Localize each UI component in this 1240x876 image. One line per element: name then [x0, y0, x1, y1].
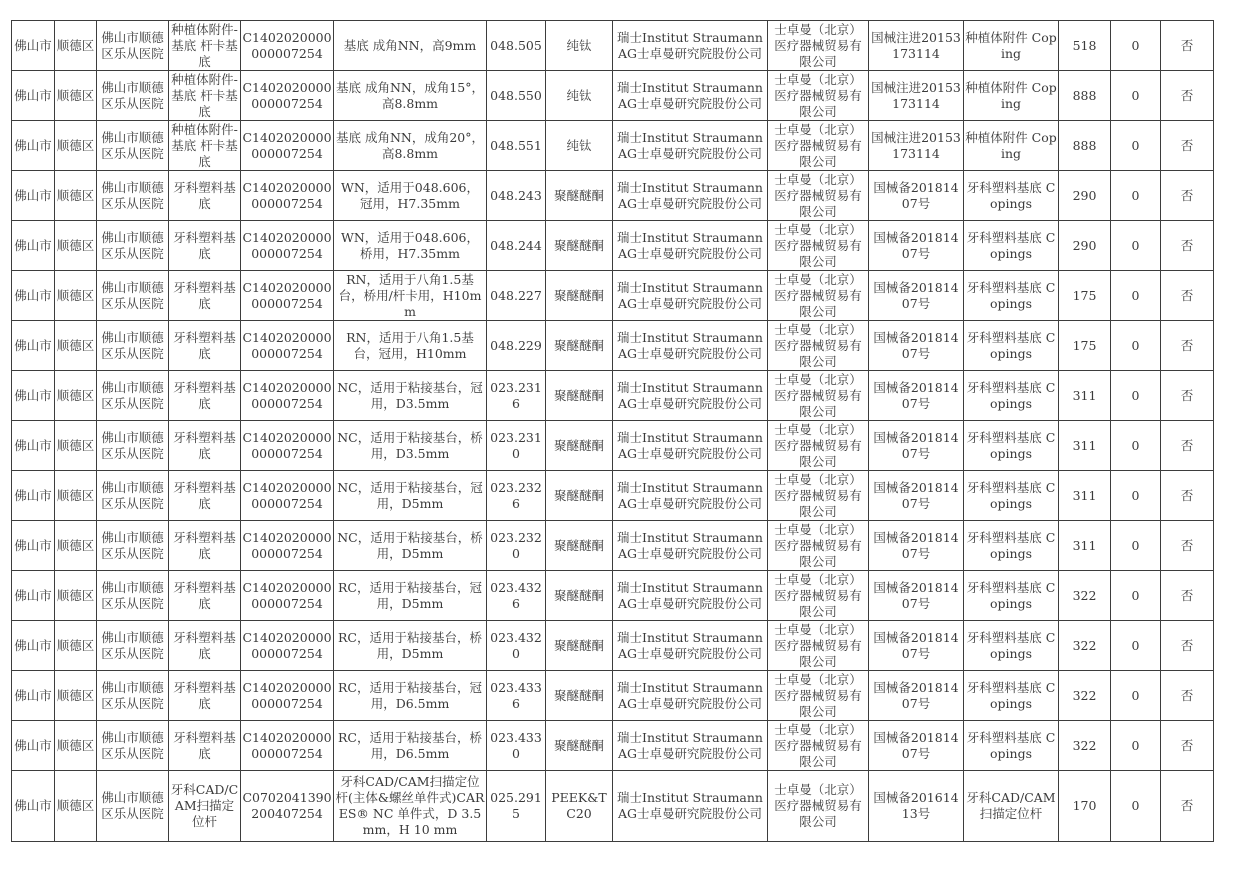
price-cell: 888 — [1059, 71, 1111, 121]
price-cell: 311 — [1059, 471, 1111, 521]
price-cell: 170 — [1059, 771, 1111, 842]
registration-cell: 国械注进20153173114 — [869, 121, 964, 171]
product-name-cell: 种植体附件 Coping — [964, 21, 1059, 71]
city-cell: 佛山市 — [12, 721, 55, 771]
hospital-cell: 佛山市顺德区乐从医院 — [97, 71, 169, 121]
flag-cell: 否 — [1161, 521, 1214, 571]
district-cell: 顺德区 — [55, 771, 97, 842]
spec-cell: NC，适用于粘接基台，冠用，D5mm — [334, 471, 487, 521]
model-cell: 023.4326 — [487, 571, 546, 621]
supplier-cell: 士卓曼（北京）医疗器械贸易有限公司 — [768, 221, 869, 271]
product-name-cell: 种植体附件 Coping — [964, 121, 1059, 171]
code-cell: C1402020000000007254 — [241, 671, 334, 721]
manufacturer-cell: 瑞士Institut Straumann AG士卓曼研究院股份公司 — [613, 421, 768, 471]
hospital-cell: 佛山市顺德区乐从医院 — [97, 371, 169, 421]
price-cell: 311 — [1059, 521, 1111, 571]
category-cell: 牙科塑料基底 — [169, 571, 241, 621]
spec-cell: 牙科CAD/CAM扫描定位杆(主体&螺丝单件式)CARES® NC 单件式，D 3.5 mm，H 10 mm — [334, 771, 487, 842]
category-cell: 种植体附件-基底 杆卡基底 — [169, 121, 241, 171]
code-cell: C1402020000000007254 — [241, 721, 334, 771]
hospital-cell: 佛山市顺德区乐从医院 — [97, 721, 169, 771]
code-cell: C1402020000000007254 — [241, 371, 334, 421]
hospital-cell: 佛山市顺德区乐从医院 — [97, 421, 169, 471]
code-cell: C1402020000000007254 — [241, 271, 334, 321]
category-cell: 牙科塑料基底 — [169, 471, 241, 521]
city-cell: 佛山市 — [12, 121, 55, 171]
supplier-cell: 士卓曼（北京）医疗器械贸易有限公司 — [768, 471, 869, 521]
product-name-cell: 牙科塑料基底 Copings — [964, 221, 1059, 271]
table-row — [12, 771, 1214, 842]
registration-cell: 国械备20181407号 — [869, 421, 964, 471]
extra-cell: 0 — [1111, 721, 1161, 771]
city-cell: 佛山市 — [12, 471, 55, 521]
flag-cell: 否 — [1161, 721, 1214, 771]
category-cell: 种植体附件-基底 杆卡基底 — [169, 21, 241, 71]
model-cell: 023.2310 — [487, 421, 546, 471]
flag-cell: 否 — [1161, 271, 1214, 321]
flag-cell: 否 — [1161, 621, 1214, 671]
code-cell: C1402020000000007254 — [241, 471, 334, 521]
model-cell: 048.505 — [487, 21, 546, 71]
model-cell: 023.2320 — [487, 521, 546, 571]
manufacturer-cell: 瑞士Institut Straumann AG士卓曼研究院股份公司 — [613, 321, 768, 371]
material-cell: 纯钛 — [546, 21, 613, 71]
price-cell: 175 — [1059, 321, 1111, 371]
hospital-cell: 佛山市顺德区乐从医院 — [97, 571, 169, 621]
category-cell: 牙科塑料基底 — [169, 421, 241, 471]
registration-cell: 国械备20181407号 — [869, 471, 964, 521]
hospital-cell: 佛山市顺德区乐从医院 — [97, 321, 169, 371]
registration-cell: 国械备20181407号 — [869, 721, 964, 771]
table-row — [12, 271, 1214, 321]
flag-cell: 否 — [1161, 371, 1214, 421]
flag-cell: 否 — [1161, 221, 1214, 271]
registration-cell: 国械备20181407号 — [869, 621, 964, 671]
model-cell: 023.2326 — [487, 471, 546, 521]
manufacturer-cell: 瑞士Institut Straumann AG士卓曼研究院股份公司 — [613, 71, 768, 121]
price-cell: 290 — [1059, 171, 1111, 221]
extra-cell: 0 — [1111, 171, 1161, 221]
district-cell: 顺德区 — [55, 71, 97, 121]
extra-cell: 0 — [1111, 421, 1161, 471]
material-cell: 聚醚醚酮 — [546, 321, 613, 371]
table-row — [12, 521, 1214, 571]
district-cell: 顺德区 — [55, 421, 97, 471]
material-cell: 聚醚醚酮 — [546, 221, 613, 271]
model-cell: 023.4336 — [487, 671, 546, 721]
hospital-cell: 佛山市顺德区乐从医院 — [97, 171, 169, 221]
manufacturer-cell: 瑞士Institut Straumann AG士卓曼研究院股份公司 — [613, 171, 768, 221]
spec-cell: 基底 成角NN，成角20°，高8.8mm — [334, 121, 487, 171]
category-cell: 牙科塑料基底 — [169, 321, 241, 371]
model-cell: 048.550 — [487, 71, 546, 121]
spec-cell: WN，适用于048.606，冠用，H7.35mm — [334, 171, 487, 221]
registration-cell: 国械备20181407号 — [869, 571, 964, 621]
spec-cell: NC，适用于粘接基台，桥用，D5mm — [334, 521, 487, 571]
price-cell: 290 — [1059, 221, 1111, 271]
table-row — [12, 371, 1214, 421]
extra-cell: 0 — [1111, 221, 1161, 271]
flag-cell: 否 — [1161, 21, 1214, 71]
spec-cell: RN，适用于八角1.5基台，桥用/杆卡用，H10mm — [334, 271, 487, 321]
price-cell: 322 — [1059, 571, 1111, 621]
city-cell: 佛山市 — [12, 371, 55, 421]
district-cell: 顺德区 — [55, 721, 97, 771]
category-cell: 牙科塑料基底 — [169, 671, 241, 721]
manufacturer-cell: 瑞士Institut Straumann AG士卓曼研究院股份公司 — [613, 371, 768, 421]
model-cell: 023.4330 — [487, 721, 546, 771]
city-cell: 佛山市 — [12, 171, 55, 221]
spec-cell: RC，适用于粘接基台，冠用，D6.5mm — [334, 671, 487, 721]
manufacturer-cell: 瑞士Institut Straumann AG士卓曼研究院股份公司 — [613, 21, 768, 71]
hospital-cell: 佛山市顺德区乐从医院 — [97, 521, 169, 571]
manufacturer-cell: 瑞士Institut Straumann AG士卓曼研究院股份公司 — [613, 121, 768, 171]
city-cell: 佛山市 — [12, 21, 55, 71]
manufacturer-cell: 瑞士Institut Straumann AG士卓曼研究院股份公司 — [613, 471, 768, 521]
code-cell: C1402020000000007254 — [241, 321, 334, 371]
city-cell: 佛山市 — [12, 321, 55, 371]
product-name-cell: 牙科塑料基底 Copings — [964, 321, 1059, 371]
extra-cell: 0 — [1111, 271, 1161, 321]
price-cell: 322 — [1059, 621, 1111, 671]
city-cell: 佛山市 — [12, 271, 55, 321]
table-row — [12, 71, 1214, 121]
registration-cell: 国械备20181407号 — [869, 221, 964, 271]
city-cell: 佛山市 — [12, 221, 55, 271]
category-cell: 牙科塑料基底 — [169, 371, 241, 421]
city-cell: 佛山市 — [12, 421, 55, 471]
hospital-cell: 佛山市顺德区乐从医院 — [97, 121, 169, 171]
supplier-cell: 士卓曼（北京）医疗器械贸易有限公司 — [768, 171, 869, 221]
hospital-cell: 佛山市顺德区乐从医院 — [97, 771, 169, 842]
registration-cell: 国械备20181407号 — [869, 171, 964, 221]
category-cell: 牙科塑料基底 — [169, 221, 241, 271]
category-cell: 牙科塑料基底 — [169, 271, 241, 321]
code-cell: C1402020000000007254 — [241, 21, 334, 71]
supplier-cell: 士卓曼（北京）医疗器械贸易有限公司 — [768, 721, 869, 771]
code-cell: C1402020000000007254 — [241, 121, 334, 171]
registration-cell: 国械注进20153173114 — [869, 71, 964, 121]
product-name-cell: 牙科塑料基底 Copings — [964, 471, 1059, 521]
hospital-cell: 佛山市顺德区乐从医院 — [97, 221, 169, 271]
model-cell: 048.227 — [487, 271, 546, 321]
product-name-cell: 牙科CAD/CAM扫描定位杆 — [964, 771, 1059, 842]
flag-cell: 否 — [1161, 321, 1214, 371]
city-cell: 佛山市 — [12, 671, 55, 721]
price-cell: 175 — [1059, 271, 1111, 321]
manufacturer-cell: 瑞士Institut Straumann AG士卓曼研究院股份公司 — [613, 671, 768, 721]
model-cell: 023.4320 — [487, 621, 546, 671]
material-cell: 聚醚醚酮 — [546, 721, 613, 771]
district-cell: 顺德区 — [55, 521, 97, 571]
product-name-cell: 牙科塑料基底 Copings — [964, 371, 1059, 421]
table-row — [12, 571, 1214, 621]
extra-cell: 0 — [1111, 21, 1161, 71]
district-cell: 顺德区 — [55, 471, 97, 521]
supplier-cell: 士卓曼（北京）医疗器械贸易有限公司 — [768, 321, 869, 371]
material-cell: 聚醚醚酮 — [546, 621, 613, 671]
code-cell: C1402020000000007254 — [241, 221, 334, 271]
registration-cell: 国械备20181407号 — [869, 371, 964, 421]
supplier-cell: 士卓曼（北京）医疗器械贸易有限公司 — [768, 521, 869, 571]
flag-cell: 否 — [1161, 421, 1214, 471]
price-cell: 311 — [1059, 371, 1111, 421]
flag-cell: 否 — [1161, 571, 1214, 621]
manufacturer-cell: 瑞士Institut Straumann AG士卓曼研究院股份公司 — [613, 771, 768, 842]
district-cell: 顺德区 — [55, 571, 97, 621]
product-name-cell: 牙科塑料基底 Copings — [964, 671, 1059, 721]
price-cell: 322 — [1059, 721, 1111, 771]
district-cell: 顺德区 — [55, 671, 97, 721]
spec-cell: NC，适用于粘接基台，冠用，D3.5mm — [334, 371, 487, 421]
code-cell: C1402020000000007254 — [241, 171, 334, 221]
spec-cell: RC，适用于粘接基台，冠用，D5mm — [334, 571, 487, 621]
manufacturer-cell: 瑞士Institut Straumann AG士卓曼研究院股份公司 — [613, 721, 768, 771]
manufacturer-cell: 瑞士Institut Straumann AG士卓曼研究院股份公司 — [613, 621, 768, 671]
product-name-cell: 牙科塑料基底 Copings — [964, 571, 1059, 621]
table-row — [12, 321, 1214, 371]
table-row — [12, 621, 1214, 671]
supplier-cell: 士卓曼（北京）医疗器械贸易有限公司 — [768, 271, 869, 321]
hospital-cell: 佛山市顺德区乐从医院 — [97, 471, 169, 521]
hospital-cell: 佛山市顺德区乐从医院 — [97, 621, 169, 671]
material-cell: 聚醚醚酮 — [546, 521, 613, 571]
material-cell: 聚醚醚酮 — [546, 171, 613, 221]
model-cell: 025.2915 — [487, 771, 546, 842]
model-cell: 048.229 — [487, 321, 546, 371]
spec-cell: WN，适用于048.606，桥用，H7.35mm — [334, 221, 487, 271]
district-cell: 顺德区 — [55, 121, 97, 171]
supplier-cell: 士卓曼（北京）医疗器械贸易有限公司 — [768, 571, 869, 621]
supplier-cell: 士卓曼（北京）医疗器械贸易有限公司 — [768, 671, 869, 721]
model-cell: 048.243 — [487, 171, 546, 221]
model-cell: 048.551 — [487, 121, 546, 171]
manufacturer-cell: 瑞士Institut Straumann AG士卓曼研究院股份公司 — [613, 221, 768, 271]
table-row — [12, 721, 1214, 771]
category-cell: 种植体附件-基底 杆卡基底 — [169, 71, 241, 121]
district-cell: 顺德区 — [55, 171, 97, 221]
registration-cell: 国械注进20153173114 — [869, 21, 964, 71]
supplier-cell: 士卓曼（北京）医疗器械贸易有限公司 — [768, 71, 869, 121]
code-cell: C1402020000000007254 — [241, 71, 334, 121]
material-cell: 聚醚醚酮 — [546, 421, 613, 471]
extra-cell: 0 — [1111, 571, 1161, 621]
category-cell: 牙科CAD/CAM扫描定位杆 — [169, 771, 241, 842]
district-cell: 顺德区 — [55, 21, 97, 71]
extra-cell: 0 — [1111, 321, 1161, 371]
supplier-cell: 士卓曼（北京）医疗器械贸易有限公司 — [768, 621, 869, 671]
product-name-cell: 牙科塑料基底 Copings — [964, 421, 1059, 471]
spec-cell: NC，适用于粘接基台，桥用，D3.5mm — [334, 421, 487, 471]
supplier-cell: 士卓曼（北京）医疗器械贸易有限公司 — [768, 121, 869, 171]
flag-cell: 否 — [1161, 121, 1214, 171]
supplier-cell: 士卓曼（北京）医疗器械贸易有限公司 — [768, 421, 869, 471]
flag-cell: 否 — [1161, 71, 1214, 121]
model-cell: 048.244 — [487, 221, 546, 271]
registration-cell: 国械备20181407号 — [869, 321, 964, 371]
table-row — [12, 471, 1214, 521]
product-name-cell: 牙科塑料基底 Copings — [964, 621, 1059, 671]
code-cell: C1402020000000007254 — [241, 521, 334, 571]
hospital-cell: 佛山市顺德区乐从医院 — [97, 671, 169, 721]
city-cell: 佛山市 — [12, 621, 55, 671]
registration-cell: 国械备20181407号 — [869, 671, 964, 721]
city-cell: 佛山市 — [12, 521, 55, 571]
price-cell: 518 — [1059, 21, 1111, 71]
product-name-cell: 牙科塑料基底 Copings — [964, 521, 1059, 571]
table-row — [12, 221, 1214, 271]
product-name-cell: 牙科塑料基底 Copings — [964, 721, 1059, 771]
extra-cell: 0 — [1111, 121, 1161, 171]
flag-cell: 否 — [1161, 771, 1214, 842]
product-name-cell: 牙科塑料基底 Copings — [964, 271, 1059, 321]
registration-cell: 国械备20181407号 — [869, 521, 964, 571]
category-cell: 牙科塑料基底 — [169, 521, 241, 571]
category-cell: 牙科塑料基底 — [169, 171, 241, 221]
material-cell: 聚醚醚酮 — [546, 471, 613, 521]
hospital-cell: 佛山市顺德区乐从医院 — [97, 271, 169, 321]
district-cell: 顺德区 — [55, 621, 97, 671]
spec-cell: 基底 成角NN，成角15°，高8.8mm — [334, 71, 487, 121]
material-cell: 聚醚醚酮 — [546, 671, 613, 721]
price-cell: 888 — [1059, 121, 1111, 171]
district-cell: 顺德区 — [55, 271, 97, 321]
city-cell: 佛山市 — [12, 71, 55, 121]
spec-cell: RN，适用于八角1.5基台，冠用，H10mm — [334, 321, 487, 371]
table-body — [12, 21, 1214, 842]
hospital-cell: 佛山市顺德区乐从医院 — [97, 21, 169, 71]
price-list-table — [11, 20, 1214, 842]
registration-cell: 国械备20181407号 — [869, 271, 964, 321]
spec-cell: 基底 成角NN，高9mm — [334, 21, 487, 71]
supplier-cell: 士卓曼（北京）医疗器械贸易有限公司 — [768, 771, 869, 842]
extra-cell: 0 — [1111, 771, 1161, 842]
price-cell: 311 — [1059, 421, 1111, 471]
price-cell: 322 — [1059, 671, 1111, 721]
district-cell: 顺德区 — [55, 321, 97, 371]
manufacturer-cell: 瑞士Institut Straumann AG士卓曼研究院股份公司 — [613, 571, 768, 621]
code-cell: C1402020000000007254 — [241, 621, 334, 671]
table-row — [12, 671, 1214, 721]
extra-cell: 0 — [1111, 371, 1161, 421]
district-cell: 顺德区 — [55, 221, 97, 271]
extra-cell: 0 — [1111, 521, 1161, 571]
supplier-cell: 士卓曼（北京）医疗器械贸易有限公司 — [768, 371, 869, 421]
table-row — [12, 421, 1214, 471]
material-cell: 聚醚醚酮 — [546, 271, 613, 321]
model-cell: 023.2316 — [487, 371, 546, 421]
registration-cell: 国械备20161413号 — [869, 771, 964, 842]
district-cell: 顺德区 — [55, 371, 97, 421]
supplier-cell: 士卓曼（北京）医疗器械贸易有限公司 — [768, 21, 869, 71]
table-row — [12, 171, 1214, 221]
code-cell: C1402020000000007254 — [241, 571, 334, 621]
extra-cell: 0 — [1111, 621, 1161, 671]
material-cell: 聚醚醚酮 — [546, 571, 613, 621]
spec-cell: RC，适用于粘接基台，桥用，D6.5mm — [334, 721, 487, 771]
flag-cell: 否 — [1161, 471, 1214, 521]
extra-cell: 0 — [1111, 471, 1161, 521]
table-row — [12, 121, 1214, 171]
flag-cell: 否 — [1161, 171, 1214, 221]
manufacturer-cell: 瑞士Institut Straumann AG士卓曼研究院股份公司 — [613, 521, 768, 571]
spec-cell: RC，适用于粘接基台，桥用，D5mm — [334, 621, 487, 671]
code-cell: C0702041390200407254 — [241, 771, 334, 842]
product-name-cell: 牙科塑料基底 Copings — [964, 171, 1059, 221]
category-cell: 牙科塑料基底 — [169, 721, 241, 771]
category-cell: 牙科塑料基底 — [169, 621, 241, 671]
material-cell: 纯钛 — [546, 121, 613, 171]
product-name-cell: 种植体附件 Coping — [964, 71, 1059, 121]
flag-cell: 否 — [1161, 671, 1214, 721]
city-cell: 佛山市 — [12, 571, 55, 621]
code-cell: C1402020000000007254 — [241, 421, 334, 471]
manufacturer-cell: 瑞士Institut Straumann AG士卓曼研究院股份公司 — [613, 271, 768, 321]
material-cell: 聚醚醚酮 — [546, 371, 613, 421]
extra-cell: 0 — [1111, 71, 1161, 121]
city-cell: 佛山市 — [12, 771, 55, 842]
material-cell: PEEK&TC20 — [546, 771, 613, 842]
extra-cell: 0 — [1111, 671, 1161, 721]
table-row — [12, 21, 1214, 71]
material-cell: 纯钛 — [546, 71, 613, 121]
